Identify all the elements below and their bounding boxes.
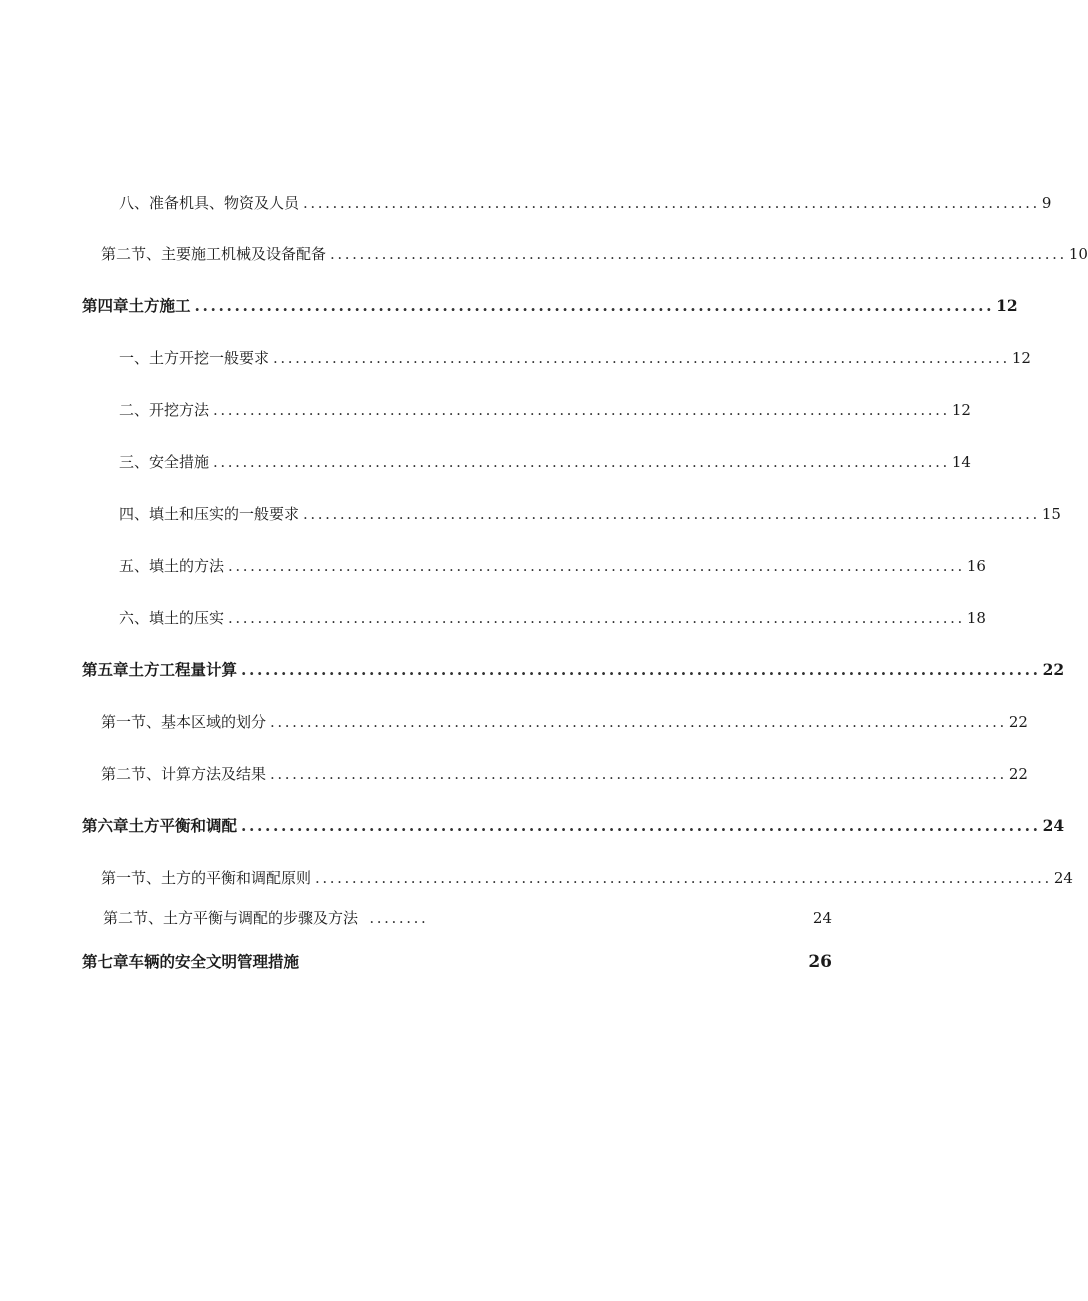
toc-entry-title: 第四章土方施工 [82,296,191,315]
dot-leader: .................................................................................................... [270,765,1007,783]
toc-entry [119,193,1052,213]
dot-leader: ........ [362,909,429,927]
toc-chapter-entry [82,952,832,972]
dot-leader: .................................................................................................... [228,557,965,575]
toc-entry-title: 一、土方开挖一般要求 [119,349,270,367]
toc-entry-title: 第二节、主要施工机械及设备配备 [101,245,327,263]
toc-entry [119,348,1031,368]
toc-entry [119,608,986,628]
toc-entry-page: 10 [1068,245,1088,263]
toc-entry [119,400,971,420]
toc-entry-page: 22 [1008,765,1028,783]
toc-entry-title: 二、开挖方法 [119,401,210,419]
dot-leader: .................................................................................................... [241,660,1041,679]
toc-entry-page: 24 [1042,816,1065,835]
dot-leader: .................................................................................................... [303,505,1040,523]
dot-leader: .................................................................................................... [241,816,1041,835]
toc-entry [119,504,1061,524]
toc-entry-title: 四、填土和压实的一般要求 [119,505,300,523]
dot-leader: .................................................................................................... [270,713,1007,731]
dot-leader: .................................................................................................... [330,245,1067,263]
toc-entry [119,556,986,576]
dot-leader: .................................................................................................... [228,609,965,627]
toc-entry-title: 五、填土的方法 [119,557,225,575]
toc-entry-page: 15 [1041,505,1061,523]
toc-entry-page: 16 [966,557,986,575]
toc-entry-page: 12 [951,401,971,419]
toc-entry-title: 第二节、土方平衡与调配的步骤及方法 [103,909,359,927]
dot-leader: .................................................................................................... [213,453,950,471]
toc-entry-title: 第六章土方平衡和调配 [82,816,238,835]
toc-entry [101,244,1088,264]
dot-leader: .................................................................................................... [213,401,950,419]
toc-chapter-entry [82,816,1065,836]
toc-entry-page: 22 [1008,713,1028,731]
toc-entry-page: 24 [1053,869,1073,887]
toc-entry [119,452,971,472]
toc-entry-title: 六、填土的压实 [119,609,225,627]
dot-leader: .................................................................................................... [303,194,1040,212]
dot-leader: .................................................................................................... [194,296,995,315]
dot-leader: .................................................................................................... [315,869,1052,887]
toc-entry-title: 第一节、土方的平衡和调配原则 [101,869,312,887]
toc-entry-page: 24 [812,909,832,927]
toc-entry-page: 9 [1041,194,1052,212]
toc-entry-title: 第七章车辆的安全文明管理措施 [82,952,300,971]
toc-entry-title: 八、准备机具、物资及人员 [119,194,300,212]
dot-leader: .................................................................................................... [273,349,1010,367]
toc-entry-page: 22 [1042,660,1065,679]
toc-entry [103,908,832,928]
toc-chapter-entry [82,296,1018,316]
toc-entry-title: 第五章土方工程量计算 [82,660,238,679]
toc-entry [101,712,1028,732]
toc-entry-page: 26 [808,952,832,972]
toc-entry-page: 12 [996,296,1018,315]
toc-entry [101,868,1073,888]
toc-entry [101,764,1028,784]
toc-chapter-entry [82,660,1065,680]
toc-entry-page: 12 [1011,349,1031,367]
toc-entry-title: 第二节、计算方法及结果 [101,765,267,783]
toc-entry-page: 18 [966,609,986,627]
toc-entry-page: 14 [951,453,971,471]
toc-entry-title: 第一节、基本区域的划分 [101,713,267,731]
toc-entry-title: 三、安全措施 [119,453,210,471]
